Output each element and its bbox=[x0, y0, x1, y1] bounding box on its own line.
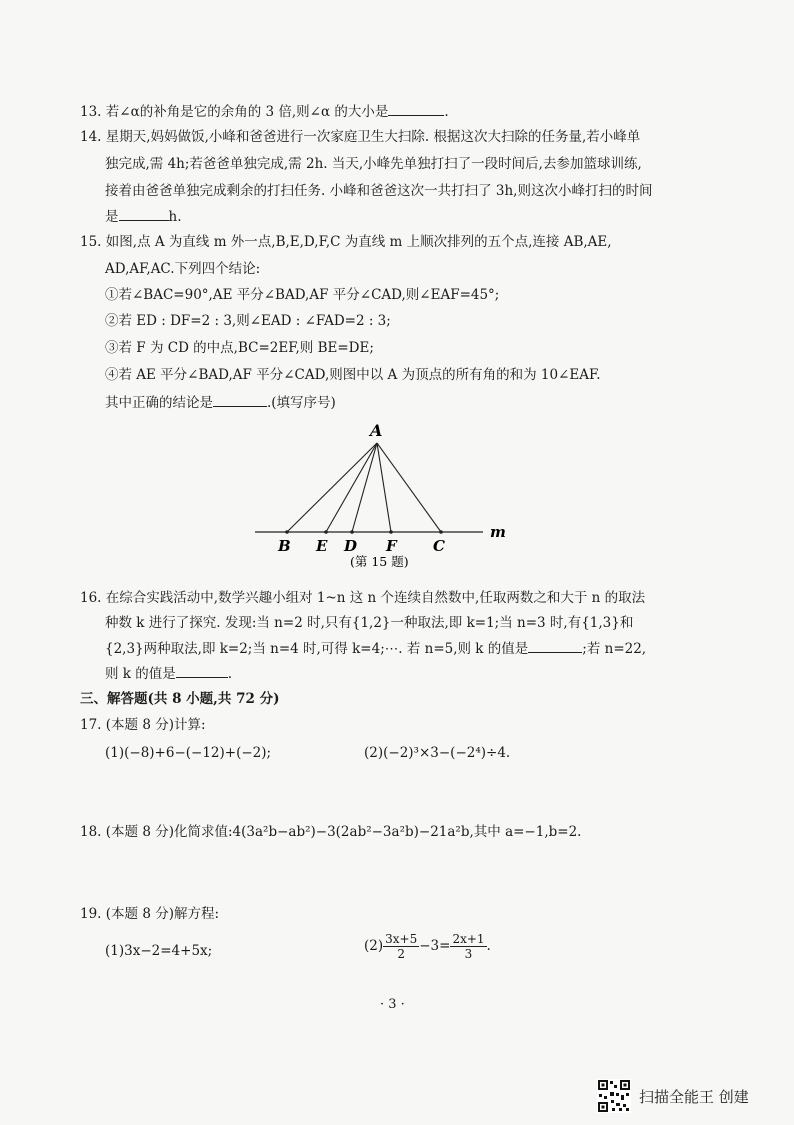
q16-line3 bbox=[105, 638, 646, 659]
q13-answer-blank[interactable] bbox=[388, 101, 444, 116]
q17-part1: (1)(−8)+6−(−12)+(−2); bbox=[105, 745, 272, 761]
q14-line1 bbox=[80, 127, 640, 147]
segment-AD bbox=[352, 443, 377, 532]
q13-line bbox=[80, 101, 449, 122]
q15-answer-blank[interactable] bbox=[213, 392, 267, 407]
q16-text-1: 在综合实践活动中,数学兴趣小组对 1~n 这 n 个连续自然数中,任取两数之和大于 n 的取法 bbox=[105, 590, 646, 606]
q17-part2: (2)(−2)³×3−(−2⁴)÷4. bbox=[364, 745, 511, 761]
q15-line1 bbox=[80, 232, 612, 252]
segment-AB bbox=[287, 443, 377, 532]
q16-line2: 种数 k 进行了探究. 发现:当 n=2 时,只有{1,2}一种取法,即 k=1;当 n=3 时,有{1,3}和 bbox=[105, 615, 634, 631]
q19-part2-prefix: (2) bbox=[364, 938, 384, 954]
q13-text: 若∠α的补角是它的余角的 3 倍,则∠α 的大小是 bbox=[105, 104, 389, 120]
q18-number: 18. bbox=[80, 824, 102, 840]
q15-figure bbox=[250, 418, 520, 568]
q16-answer-blank-2[interactable] bbox=[176, 663, 228, 678]
label-F: F bbox=[386, 537, 397, 555]
point-E bbox=[324, 530, 328, 534]
q14-number: 14. bbox=[80, 129, 102, 145]
label-C: C bbox=[433, 537, 445, 555]
q19-part2-mid: −3= bbox=[419, 938, 451, 954]
q15-conclusion-1: ①若∠BAC=90°,AE 平分∠BAD,AF 平分∠CAD,则∠EAF=45°; bbox=[105, 287, 500, 303]
q17-number: 17. bbox=[80, 717, 102, 733]
section-heading: 三、解答题(共 8 小题,共 72 分) bbox=[80, 691, 280, 707]
q15-number: 15. bbox=[80, 234, 102, 250]
q18-text: (本题 8 分)化简求值:4(3a²b−ab²)−3(2ab²−3a²b)−21a²b,其中 a=−1,b=2. bbox=[105, 824, 582, 840]
fraction-1-numerator: 3x+5 bbox=[385, 932, 418, 946]
q19-line bbox=[80, 904, 219, 924]
q13-number: 13. bbox=[80, 104, 102, 120]
q19-part1: (1)3x−2=4+5x; bbox=[105, 943, 213, 959]
q16-line4 bbox=[105, 663, 232, 684]
segment-AC bbox=[377, 443, 441, 532]
q14-text-4b: h. bbox=[168, 209, 182, 225]
segment-AF bbox=[377, 443, 391, 532]
q14-line4 bbox=[105, 206, 182, 227]
q19-part2 bbox=[364, 930, 491, 962]
fraction-2-denominator: 3 bbox=[464, 947, 473, 961]
label-E: E bbox=[316, 537, 328, 555]
q14-answer-blank[interactable] bbox=[119, 206, 169, 221]
figure-caption: (第 15 题) bbox=[350, 554, 409, 568]
q15-conclusion-4: ④若 AE 平分∠BAD,AF 平分∠CAD,则图中以 A 为顶点的所有角的和为 10∠EAF. bbox=[105, 367, 601, 383]
label-D: D bbox=[344, 537, 358, 555]
q15-ask-a: 其中正确的结论是 bbox=[105, 395, 213, 411]
qr-code-icon bbox=[597, 1079, 631, 1113]
q16-text-4a: 则 k 的值是 bbox=[105, 666, 176, 682]
q15-text-1: 如图,点 A 为直线 m 外一点,B,E,D,F,C 为直线 m 上顺次排列的五个点,连接 AB,AE, bbox=[105, 234, 612, 250]
fraction-2-numerator: 2x+1 bbox=[452, 932, 485, 946]
q16-text-3a: {2,3}两种取法,即 k=2;当 n=4 时,可得 k=4;⋯. 若 n=5,则 k 的值是 bbox=[105, 641, 529, 657]
q16-answer-blank-1[interactable] bbox=[528, 638, 582, 653]
scanner-watermark bbox=[597, 1079, 749, 1113]
q15-conclusion-2: ②若 ED : DF=2 : 3,则∠EAD : ∠FAD=2 : 3; bbox=[105, 313, 391, 329]
q19-part2-end: . bbox=[486, 938, 491, 954]
q14-line3: 接着由爸爸单独完成剩余的打扫任务. 小峰和爸爸这次一共打扫了 3h,则这次小峰打扫的时间 bbox=[105, 183, 653, 199]
q15-ask-b: .(填写序号) bbox=[267, 395, 336, 411]
q19-number: 19. bbox=[80, 906, 102, 922]
q13-end: . bbox=[444, 104, 449, 120]
label-B: B bbox=[278, 537, 291, 555]
q14-text-4a: 是 bbox=[105, 209, 119, 225]
point-B bbox=[285, 530, 289, 534]
fraction-2 bbox=[450, 932, 486, 961]
fraction-1 bbox=[383, 932, 419, 961]
label-A: A bbox=[370, 421, 383, 440]
q15-conclusion-3: ③若 F 为 CD 的中点,BC=2EF,则 BE=DE; bbox=[105, 340, 374, 356]
q14-line2: 独完成,需 4h;若爸爸单独完成,需 2h. 当天,小峰先单独打扫了一段时间后,去参加篮球训练, bbox=[105, 156, 642, 172]
q14-text-1: 星期天,妈妈做饭,小峰和爸爸进行一次家庭卫生大扫除. 根据这次大扫除的任务量,若小峰单 bbox=[105, 129, 641, 145]
segment-AE bbox=[326, 443, 377, 532]
q16-line1 bbox=[80, 588, 645, 608]
q19-heading: (本题 8 分)解方程: bbox=[105, 906, 220, 922]
point-D bbox=[350, 530, 354, 534]
q17-heading: (本题 8 分)计算: bbox=[105, 717, 206, 733]
q15-line2: AD,AF,AC.下列四个结论: bbox=[105, 261, 261, 277]
page-number: · 3 · bbox=[380, 997, 405, 1012]
label-m: m bbox=[490, 523, 506, 541]
fraction-1-denominator: 2 bbox=[397, 947, 405, 961]
watermark-text: 扫描全能王 创建 bbox=[639, 1087, 749, 1106]
q16-number: 16. bbox=[80, 590, 102, 606]
point-F bbox=[389, 530, 393, 534]
q15-ask bbox=[105, 392, 336, 413]
q18-line bbox=[80, 822, 581, 842]
q17-line bbox=[80, 715, 206, 735]
q16-text-3b: ;若 n=22, bbox=[582, 641, 647, 657]
point-C bbox=[439, 530, 443, 534]
q16-text-4b: . bbox=[227, 666, 233, 682]
